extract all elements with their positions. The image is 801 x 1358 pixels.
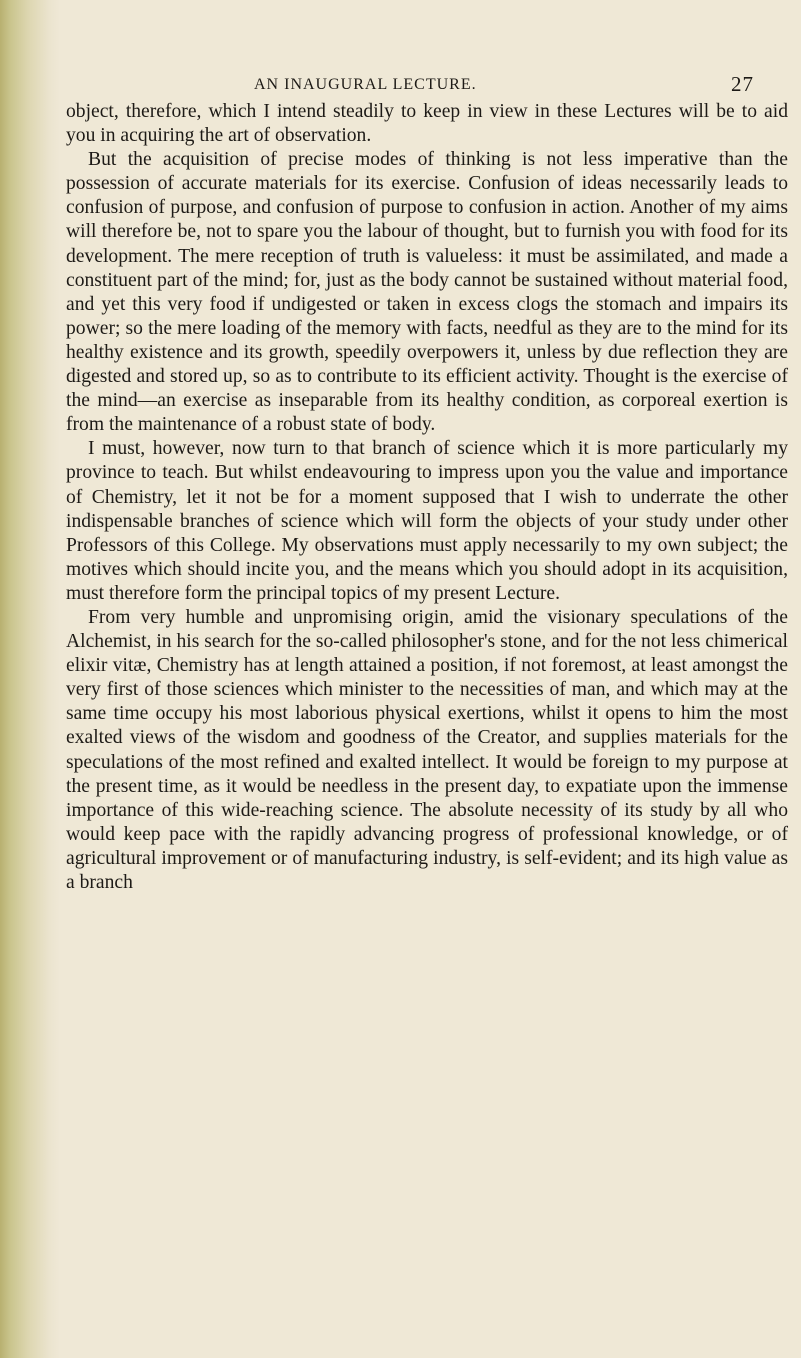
page-gutter-shadow xyxy=(0,0,60,1358)
paragraph-alchemist-origin: From very humble and unpromising origin, amid the visionary speculations of the Alchemist, in his search for the so-called philosopher's stone, and for the not less chimerical elixir vitæ, Chemistry has at length attained a position, if not foremost, at least amongst the very first of those sciences which minister to the necessities of man, and which may at the same time occupy his most laborious physical exertions, whilst it opens to him the most exalted views of the wisdom and goodness of the Creator, and supplies materials for the speculations of the most refined and exalted intellect. It would be foreign to my purpose at the present time, as it would be needless in the present day, to expatiate upon the immense importance of this wide-reaching science. The absolute necessity of its study by all who would keep pace with the rapidly advancing progress of professional knowledge, or of agricultural improvement or of manufacturing industry, is self-evident; and its high value as a branch xyxy=(66,606,788,893)
book-page xyxy=(66,70,788,895)
paragraph-continuation: object, therefore, which I intend steadily to keep in view in these Lectures will be to aid you in acquiring the art of observation. xyxy=(66,101,788,147)
paragraph-thinking: But the acquisition of precise modes of thinking is not less imperative than the possession of accurate materials for its exercise. Confusion of ideas necessarily leads to confusion of purpose, and confusion of purpose to confusion in action. Another of my aims will therefore be, not to spare you the labour of thought, but to furnish you with food for its development. The mere reception of truth is valueless: it must be assimilated, and made a constituent part of the mind; for, just as the body cannot be sustained without material food, and yet this very food if undigested or taken in excess clogs the stomach and impairs its power; so the mere loading of the memory with facts, needful as they are to the mind for its healthy existence and its growth, speedily overpowers it, unless by due reflection they are digested and stored up, so as to contribute to its efficient activity. Thought is the exercise of the mind—an exercise as inseparable from its healthy condition, as corporeal exertion is from the maintenance of a robust state of body. xyxy=(66,149,788,436)
page-number: 27 xyxy=(731,72,754,96)
running-title: AN INAUGURAL LECTURE. xyxy=(254,76,477,93)
body-text xyxy=(66,100,788,895)
paragraph-chemistry-province: I must, however, now turn to that branch of science which it is more particularly my province to teach. But whilst endeavouring to impress upon you the value and importance of Chemistry, let it not be for a moment supposed that I wish to underrate the other indispensable branches of science which will form the objects of your study under other Professors of this College. My observations must apply necessarily to my own subject; the motives which should incite you, and the means which you should adopt in its acquisition, must therefore form the principal topics of my present Lecture. xyxy=(66,438,788,604)
running-head xyxy=(66,70,788,100)
